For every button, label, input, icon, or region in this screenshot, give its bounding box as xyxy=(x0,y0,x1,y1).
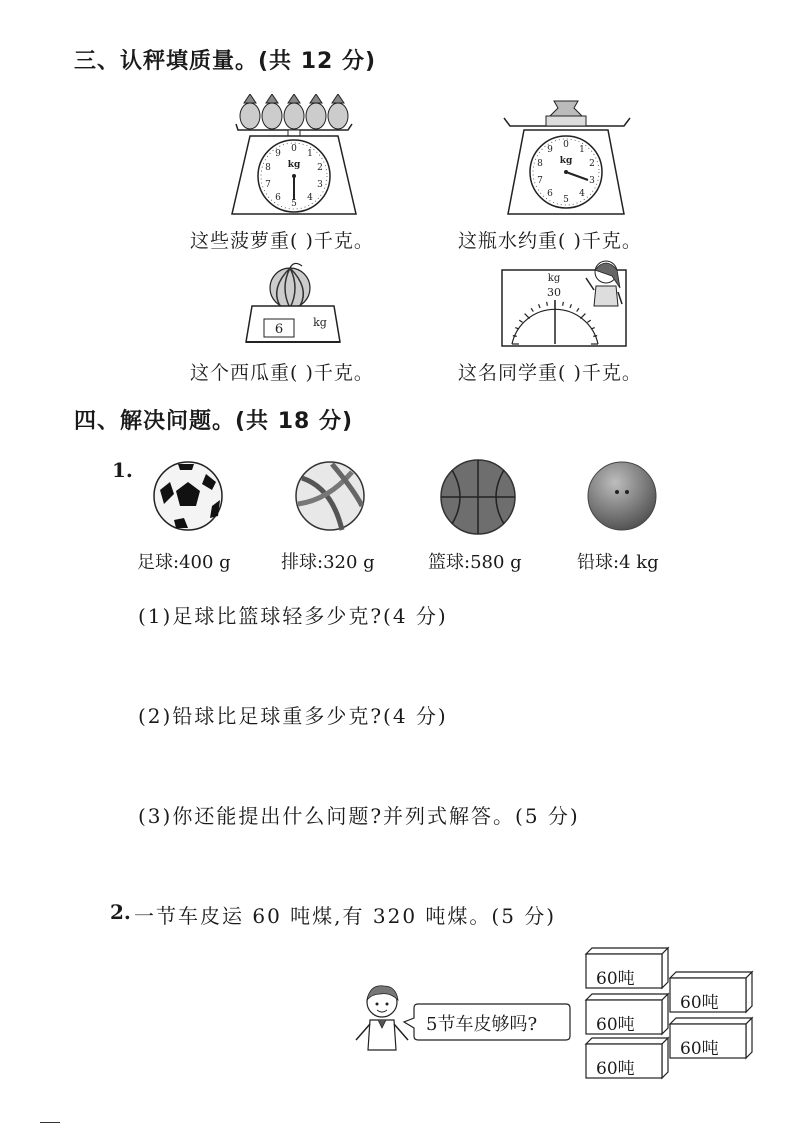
dial-number-7: 7 xyxy=(265,180,271,190)
basketball-icon xyxy=(438,458,518,536)
question-2-text: 一节车皮运 60 吨煤,有 320 吨煤。(5 分) xyxy=(134,904,557,928)
svg-text:3: 3 xyxy=(589,176,595,186)
dial-number-4: 4 xyxy=(307,193,313,203)
pineapple-scale-icon xyxy=(228,94,368,219)
svg-text:8: 8 xyxy=(537,159,543,169)
coal-box-5-label: 60吨 xyxy=(680,1039,719,1059)
caption-water: 这瓶水约重( )千克。 xyxy=(458,230,642,252)
sub-question-3: (3)你还能提出什么问题?并列式解答。(5 分) xyxy=(138,804,580,828)
svg-text:5: 5 xyxy=(563,195,569,205)
coal-box-4-label: 60吨 xyxy=(680,993,719,1013)
ball-label-soccer: 足球:400 g xyxy=(137,552,231,573)
student-scale-value: 30 xyxy=(547,286,561,299)
svg-text:1: 1 xyxy=(579,145,585,155)
student-scale-unit: kg xyxy=(547,273,561,284)
page-mark xyxy=(40,1122,60,1123)
watermelon-unit: kg xyxy=(313,316,327,329)
caption-watermelon: 这个西瓜重( )千克。 xyxy=(190,362,374,384)
svg-text:kg: kg xyxy=(559,156,573,166)
svg-text:2: 2 xyxy=(589,159,595,169)
speech-text: 5节车皮够吗? xyxy=(426,1014,538,1035)
water-scale-icon xyxy=(502,96,632,220)
dial-number-8: 8 xyxy=(265,163,271,173)
dial-number-6: 6 xyxy=(275,193,281,203)
dial-number-2: 2 xyxy=(317,163,323,173)
caption-student: 这名同学重( )千克。 xyxy=(458,362,642,384)
caption-pineapple: 这些菠萝重( )千克。 xyxy=(190,230,374,252)
scale-tick xyxy=(593,336,597,337)
watermelon-scale-icon xyxy=(244,262,344,352)
dial-unit: kg xyxy=(287,160,301,170)
coal-box-1-label: 60吨 xyxy=(596,969,635,989)
volleyball-icon xyxy=(292,460,368,532)
svg-text:9: 9 xyxy=(547,145,553,155)
ball-label-basketball: 篮球:580 g xyxy=(428,552,522,573)
svg-text:6: 6 xyxy=(547,189,553,199)
section-4-heading: 四、解决问题。(共 18 分) xyxy=(74,409,354,434)
svg-text:0: 0 xyxy=(563,140,569,150)
svg-text:7: 7 xyxy=(537,176,543,186)
ball-label-shot-put: 铅球:4 kg xyxy=(577,552,659,573)
question-2-number: 2. xyxy=(110,900,131,924)
coal-box-2-label: 60吨 xyxy=(596,1015,635,1035)
ball-label-volleyball: 排球:320 g xyxy=(281,552,375,573)
watermelon-display: 6 xyxy=(274,322,284,337)
student-scale-icon xyxy=(498,258,633,350)
dial-number-0: 0 xyxy=(291,144,297,154)
scale-tick xyxy=(547,302,548,306)
scale-tick xyxy=(563,302,564,306)
soccer-ball-icon xyxy=(152,460,224,532)
dial-number-1: 1 xyxy=(307,149,313,159)
sub-question-1: (1)足球比篮球轻多少克?(4 分) xyxy=(138,604,448,628)
shot-put-icon xyxy=(586,460,658,532)
question-1-number: 1. xyxy=(112,458,133,482)
dial-number-5: 5 xyxy=(291,199,297,209)
scale-tick xyxy=(513,336,517,337)
coal-box-3-label: 60吨 xyxy=(596,1059,635,1079)
svg-text:4: 4 xyxy=(579,189,585,199)
sub-question-2: (2)铅球比足球重多少克?(4 分) xyxy=(138,704,448,728)
section-3-heading: 三、认秤填质量。(共 12 分) xyxy=(74,49,377,74)
dial-number-9: 9 xyxy=(275,149,281,159)
dial-number-3: 3 xyxy=(317,180,323,190)
